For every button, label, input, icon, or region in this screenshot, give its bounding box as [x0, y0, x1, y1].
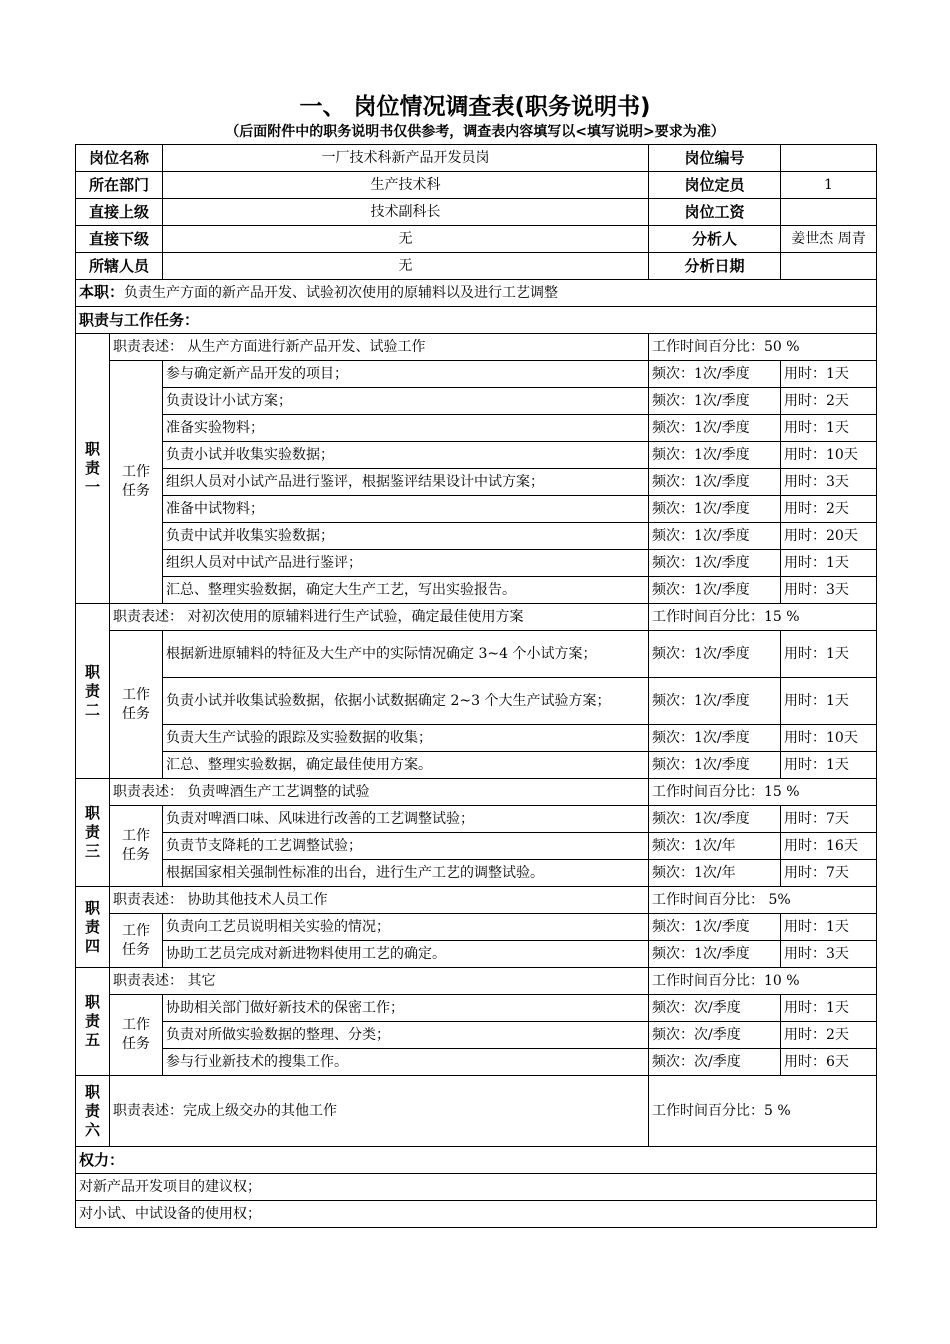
task-row — [76, 725, 877, 752]
task-time: 用时：10天 — [781, 442, 877, 469]
task-text: 负责对所做实验数据的整理、分类； — [163, 1022, 649, 1049]
post-name-value: 一厂技术科新产品开发员岗 — [163, 145, 649, 172]
task-time: 用时：1天 — [781, 550, 877, 577]
duty-group-label — [76, 334, 110, 604]
task-cell-label — [110, 914, 163, 968]
duty-percent: 工作时间百分比：50 % — [649, 334, 877, 361]
task-text: 协助工艺员完成对新进物料使用工艺的确定。 — [163, 941, 649, 968]
task-cell-label-text: 工作任务 — [122, 828, 150, 863]
info-row — [76, 145, 877, 172]
duty6-statement: 职责表述：完成上级交办的其他工作 — [110, 1076, 649, 1147]
duty-statement: 职责表述： 负责啤酒生产工艺调整的试验 — [110, 779, 649, 806]
quota-label: 岗位定员 — [649, 172, 781, 199]
page-title: 一、 岗位情况调查表(职务说明书) — [299, 94, 651, 120]
task-text: 协助相关部门做好新技术的保密工作； — [163, 995, 649, 1022]
task-frequency: 频次：1次/年 — [649, 833, 781, 860]
task-time: 用时：16天 — [781, 833, 877, 860]
task-time: 用时：2天 — [781, 496, 877, 523]
task-row — [76, 523, 877, 550]
task-time: 用时：6天 — [781, 1049, 877, 1076]
info-row — [76, 172, 877, 199]
task-cell-label — [110, 631, 163, 779]
task-frequency: 频次：1次/季度 — [649, 678, 781, 725]
duty-group-label — [76, 779, 110, 887]
power-header: 权力： — [76, 1147, 877, 1174]
task-frequency: 频次：次/季度 — [649, 1049, 781, 1076]
duty-statement: 职责表述： 对初次使用的原辅料进行生产试验，确定最佳使用方案 — [110, 604, 649, 631]
task-time: 用时：3天 — [781, 941, 877, 968]
duty-group-label-text: 职责三 — [85, 804, 101, 860]
task-row — [76, 806, 877, 833]
task-row — [76, 995, 877, 1022]
task-time: 用时：7天 — [781, 806, 877, 833]
task-frequency: 频次：1次/季度 — [649, 806, 781, 833]
power-item: 对小试、中试设备的使用权； — [76, 1201, 877, 1228]
duty-row — [76, 280, 877, 307]
duty-statement-row — [76, 887, 877, 914]
subordinate-label: 直接下级 — [76, 226, 163, 253]
task-text: 负责对啤酒口味、风味进行改善的工艺调整试验； — [163, 806, 649, 833]
task-time: 用时：2天 — [781, 388, 877, 415]
analyst-value: 姜世杰 周青 — [781, 226, 877, 253]
analyst-label: 分析人 — [649, 226, 781, 253]
duty-group-label — [76, 887, 110, 968]
task-cell-label — [110, 361, 163, 604]
duty-statement-row — [76, 334, 877, 361]
task-frequency: 频次：1次/季度 — [649, 914, 781, 941]
duty-cell — [76, 280, 877, 307]
task-row — [76, 833, 877, 860]
task-time: 用时：7天 — [781, 860, 877, 887]
task-row — [76, 577, 877, 604]
duty6-label — [76, 1076, 110, 1147]
task-cell-label-text: 工作任务 — [122, 686, 150, 722]
task-cell-label — [110, 806, 163, 887]
duty6-percent: 工作时间百分比：5 % — [649, 1076, 877, 1147]
info-row — [76, 253, 877, 280]
task-text: 负责大生产试验的跟踪及实验数据的收集； — [163, 725, 649, 752]
post-no-label: 岗位编号 — [649, 145, 781, 172]
task-frequency: 频次：1次/季度 — [649, 442, 781, 469]
task-time: 用时：10天 — [781, 725, 877, 752]
task-text: 参与确定新产品开发的项目； — [163, 361, 649, 388]
duty-percent: 工作时间百分比： 5% — [649, 887, 877, 914]
power-row — [76, 1201, 877, 1228]
task-row — [76, 860, 877, 887]
task-time: 用时：1天 — [781, 361, 877, 388]
subordinate-value: 无 — [163, 226, 649, 253]
task-text: 准备实验物料； — [163, 415, 649, 442]
task-frequency: 频次：1次/季度 — [649, 725, 781, 752]
task-frequency: 频次：1次/季度 — [649, 941, 781, 968]
duty6-label-text: 职责六 — [85, 1082, 101, 1139]
staff-label: 所辖人员 — [76, 253, 163, 280]
task-frequency: 频次：1次/季度 — [649, 469, 781, 496]
task-text: 负责向工艺员说明相关实验的情况； — [163, 914, 649, 941]
task-time: 用时：1天 — [781, 415, 877, 442]
task-time: 用时：1天 — [781, 631, 877, 678]
task-frequency: 频次：1次/季度 — [649, 577, 781, 604]
task-text: 负责设计小试方案； — [163, 388, 649, 415]
duty6-row — [76, 1076, 877, 1147]
duty-statement-row — [76, 968, 877, 995]
task-text: 汇总、整理实验数据，确定最佳使用方案。 — [163, 752, 649, 779]
task-frequency: 频次：次/季度 — [649, 1022, 781, 1049]
duty-statement: 职责表述： 其它 — [110, 968, 649, 995]
task-text: 参与行业新技术的搜集工作。 — [163, 1049, 649, 1076]
task-frequency: 频次：1次/季度 — [649, 523, 781, 550]
quota-value: 1 — [781, 172, 877, 199]
date-value — [781, 253, 877, 280]
superior-value: 技术副科长 — [163, 199, 649, 226]
task-text: 负责节支降耗的工艺调整试验； — [163, 833, 649, 860]
task-text: 组织人员对小试产品进行鉴评，根据鉴评结果设计中试方案； — [163, 469, 649, 496]
duty-text: 负责生产方面的新产品开发、试验初次使用的原辅料以及进行工艺调整 — [124, 285, 559, 301]
task-text: 负责小试并收集实验数据； — [163, 442, 649, 469]
task-cell-label-text: 工作任务 — [122, 922, 150, 958]
task-row — [76, 388, 877, 415]
task-row — [76, 631, 877, 678]
task-time: 用时：3天 — [781, 469, 877, 496]
task-time: 用时：1天 — [781, 752, 877, 779]
staff-value: 无 — [163, 253, 649, 280]
task-text: 负责小试并收集试验数据，依据小试数据确定 2~3 个大生产试验方案； — [163, 678, 649, 725]
info-row — [76, 199, 877, 226]
task-row — [76, 752, 877, 779]
task-text: 准备中试物料； — [163, 496, 649, 523]
task-frequency: 频次：1次/季度 — [649, 631, 781, 678]
task-time: 用时：20天 — [781, 523, 877, 550]
duty-percent: 工作时间百分比：10 % — [649, 968, 877, 995]
task-frequency: 频次：次/季度 — [649, 995, 781, 1022]
duty-percent: 工作时间百分比：15 % — [649, 604, 877, 631]
task-cell-label — [110, 995, 163, 1076]
task-frequency: 频次：1次/季度 — [649, 752, 781, 779]
task-row — [76, 496, 877, 523]
duty-label: 本职： — [79, 283, 125, 301]
duty-statement-row — [76, 604, 877, 631]
salary-value — [781, 199, 877, 226]
info-row — [76, 226, 877, 253]
task-frequency: 频次：1次/季度 — [649, 496, 781, 523]
task-row — [76, 914, 877, 941]
task-frequency: 频次：1次/季度 — [649, 415, 781, 442]
page-subtitle: （后面附件中的职务说明书仅供参考，调查表内容填写以<填写说明>要求为准） — [225, 124, 725, 140]
task-time: 用时：1天 — [781, 995, 877, 1022]
task-row — [76, 361, 877, 388]
duty-group-label-text: 职责一 — [85, 440, 101, 496]
task-frequency: 频次：1次/季度 — [649, 388, 781, 415]
task-row — [76, 941, 877, 968]
tasks-header: 职责与工作任务： — [76, 307, 877, 334]
duty-group-label — [76, 604, 110, 779]
post-no-value — [781, 145, 877, 172]
task-frequency: 频次：1次/季度 — [649, 550, 781, 577]
task-row — [76, 415, 877, 442]
tasks-header-row — [76, 307, 877, 334]
task-time: 用时：1天 — [781, 914, 877, 941]
date-label: 分析日期 — [649, 253, 781, 280]
task-row — [76, 469, 877, 496]
task-text: 根据新进原辅料的特征及大生产中的实际情况确定 3~4 个小试方案； — [163, 631, 649, 678]
task-text: 组织人员对中试产品进行鉴评； — [163, 550, 649, 577]
task-row — [76, 1049, 877, 1076]
duty-percent: 工作时间百分比：15 % — [649, 779, 877, 806]
power-row — [76, 1174, 877, 1201]
duty-statement: 职责表述： 协助其他技术人员工作 — [110, 887, 649, 914]
duty-group-label-text: 职责五 — [85, 993, 101, 1049]
dept-value: 生产技术科 — [163, 172, 649, 199]
duty-statement-row — [76, 779, 877, 806]
duty-group-label — [76, 968, 110, 1076]
duty-group-label-text: 职责二 — [85, 662, 101, 719]
post-name-label: 岗位名称 — [76, 145, 163, 172]
task-row — [76, 678, 877, 725]
task-time: 用时：2天 — [781, 1022, 877, 1049]
task-frequency: 频次：1次/年 — [649, 860, 781, 887]
task-row — [76, 550, 877, 577]
duty-group-label-text: 职责四 — [85, 898, 101, 955]
dept-label: 所在部门 — [76, 172, 163, 199]
task-frequency: 频次：1次/季度 — [649, 361, 781, 388]
power-header-row — [76, 1147, 877, 1174]
salary-label: 岗位工资 — [649, 199, 781, 226]
task-cell-label-text: 工作任务 — [122, 464, 150, 499]
duty-statement: 职责表述： 从生产方面进行新产品开发、试验工作 — [110, 334, 649, 361]
task-text: 根据国家相关强制性标准的出台，进行生产工艺的调整试验。 — [163, 860, 649, 887]
task-cell-label-text: 工作任务 — [122, 1017, 150, 1052]
task-time: 用时：3天 — [781, 577, 877, 604]
task-row — [76, 1022, 877, 1049]
task-text: 负责中试并收集实验数据； — [163, 523, 649, 550]
superior-label: 直接上级 — [76, 199, 163, 226]
job-survey-table — [75, 144, 877, 1228]
task-time: 用时：1天 — [781, 678, 877, 725]
power-item: 对新产品开发项目的建议权； — [76, 1174, 877, 1201]
task-text: 汇总、整理实验数据，确定大生产工艺，写出实验报告。 — [163, 577, 649, 604]
task-row — [76, 442, 877, 469]
